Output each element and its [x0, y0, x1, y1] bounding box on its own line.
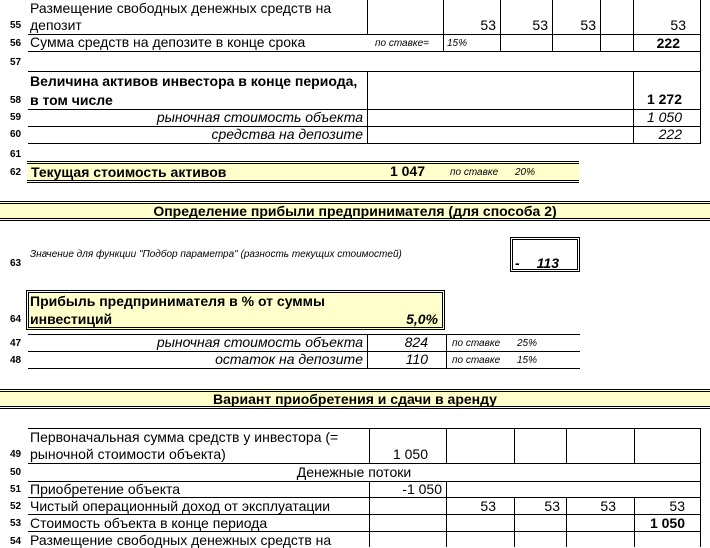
cell-value: 1 050 [392, 446, 428, 462]
grid-line [446, 428, 447, 464]
grid-line [443, 0, 444, 52]
row-number: 54 [10, 536, 22, 547]
grid-line [369, 481, 370, 547]
cash-flows-label: Денежные потоки [296, 464, 412, 480]
row-number: 58 [10, 95, 22, 106]
rate-value: 20% [515, 167, 536, 178]
row-number: 55 [10, 20, 22, 31]
goal-seek-sign: - [515, 255, 520, 271]
cell-value: 53 [580, 17, 596, 33]
market-value-label: рыночная стоимость объекта [156, 334, 363, 350]
deposit-end-sum-label: Сумма средств на депозите в конце срока [30, 34, 306, 50]
grid-line [700, 428, 701, 547]
cell-value: 53 [480, 17, 496, 33]
row-number: 60 [10, 129, 22, 140]
grid-line [500, 0, 501, 52]
cell-value: 222 [656, 35, 680, 51]
row-number: 63 [10, 258, 22, 269]
noi-label: Чистый операционный доход от эксплуатации [30, 498, 331, 514]
deposit-placement-label: Размещение свободных денежных средств на [30, 0, 332, 16]
section-title-rent: Вариант приобретения и сдачи в аренду [213, 391, 497, 407]
rate-value: 15% [517, 355, 538, 366]
row-number: 57 [10, 57, 22, 68]
grid-line [28, 368, 580, 369]
grid-line [28, 71, 700, 72]
grid-line [514, 428, 515, 464]
row-number: 59 [10, 112, 22, 123]
row-number: 49 [10, 449, 22, 460]
present-value: 1 047 [389, 163, 425, 179]
cell-value: 1 050 [649, 515, 685, 531]
grid-line [369, 428, 370, 464]
grid-line [634, 497, 635, 547]
profit-label: Прибыль предпринимателя в % от суммы [30, 293, 325, 309]
rate-value: 15% [447, 38, 468, 49]
goal-seek-value: 113 [536, 255, 559, 271]
cell-value: 110 [405, 351, 428, 367]
grid-line [633, 71, 634, 144]
row-number: 64 [10, 314, 22, 325]
grid-line [446, 334, 447, 369]
cell-value: 53 [532, 17, 548, 33]
grid-line [600, 0, 601, 52]
deposit-placement-label: Размещение свободных денежных средств на [30, 532, 332, 548]
grid-line [700, 0, 701, 144]
deposit-balance-label: остаток на депозите [215, 351, 363, 367]
grid-line [367, 71, 368, 144]
market-value-label: рыночная стоимость объекта [156, 109, 363, 125]
row-number: 52 [10, 501, 22, 512]
rate-label: по ставке [452, 338, 501, 349]
assets-end-label-2: в том числе [30, 92, 113, 108]
row-number: 50 [10, 467, 22, 478]
cell-value: 53 [669, 498, 685, 514]
assets-end-label: Величина активов инвестора в конце периода, [30, 73, 358, 89]
cell-value: 824 [404, 334, 428, 350]
grid-line [633, 0, 634, 52]
grid-line [367, 0, 368, 35]
rate-label: по ставке= [375, 38, 429, 49]
deposit-placement-label-2: депозит [30, 17, 82, 33]
section-title-profit: Определение прибыли предпринимателя (для способа 2) [153, 203, 557, 219]
acquisition-label: Приобретение объекта [30, 481, 181, 497]
grid-line [446, 481, 447, 547]
row-number: 53 [10, 518, 22, 529]
cell-value: 53 [670, 17, 686, 33]
present-value-label: Текущая стоимость активов [31, 164, 227, 180]
rate-value: 25% [517, 338, 538, 349]
initial-sum-label: Первоначальная сумма средств у инвестора (= [30, 429, 339, 445]
grid-line [566, 428, 567, 464]
grid-line [28, 143, 700, 144]
grid-line [367, 334, 368, 369]
cell-value: -1 050 [402, 481, 442, 497]
row-number: 47 [10, 338, 22, 349]
cell-value: 1 050 [646, 109, 682, 125]
object-value-end-label: Стоимость объекта в конце периода [30, 515, 268, 531]
rate-label: по ставке [452, 355, 501, 366]
grid-line [514, 497, 515, 547]
row-number: 51 [10, 484, 22, 495]
cell-value: 53 [600, 498, 616, 514]
profit-value: 5,0% [406, 311, 438, 327]
deposit-funds-label: средства на депозите [211, 126, 363, 142]
initial-sum-label-2: рыночной стоимости объекта) [30, 446, 226, 462]
cell-value: 222 [658, 126, 682, 142]
grid-line [566, 497, 567, 547]
row-number: 61 [10, 149, 22, 160]
grid-line [552, 0, 553, 52]
rate-label: по ставке [450, 167, 499, 178]
cell-value: 53 [480, 498, 496, 514]
grid-line [634, 428, 635, 464]
row-number: 56 [10, 38, 22, 49]
profit-label-2: инвестиций [30, 311, 113, 327]
row-number: 62 [10, 167, 22, 178]
goal-seek-label: Значение для функции "Подбор параметра" (разность текущих стоимостей) [30, 249, 402, 260]
cell-value: 1 272 [646, 91, 682, 107]
row-number: 48 [10, 355, 22, 366]
cell-value: 53 [544, 498, 560, 514]
